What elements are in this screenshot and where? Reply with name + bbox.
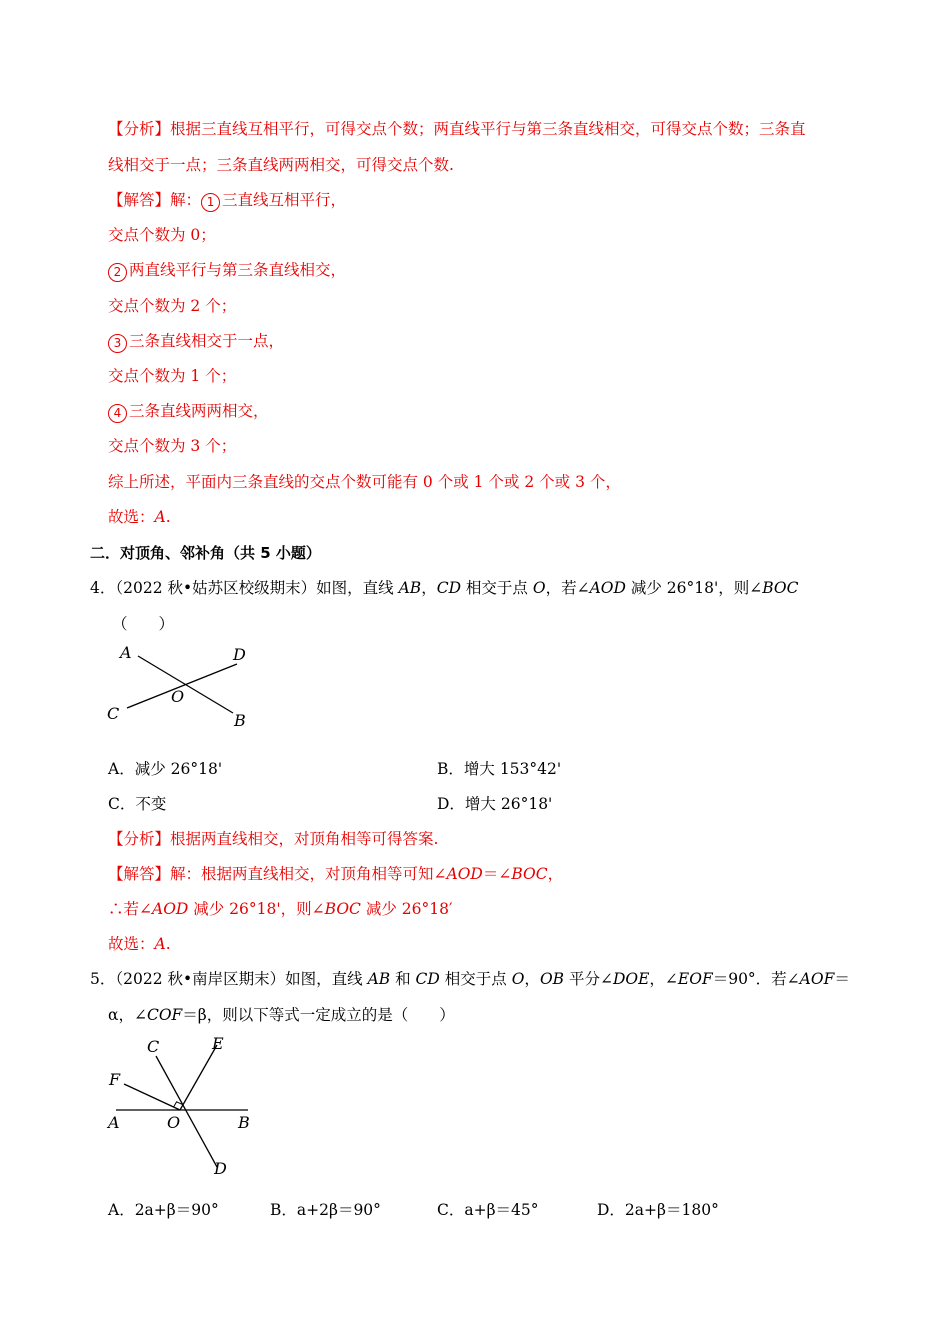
label-d: D xyxy=(233,645,246,664)
q3-case3-result: 交点个数为 1 个； xyxy=(108,367,237,385)
q4-answer-paren: （ ） xyxy=(112,615,175,633)
q3-answer-intro: 【解答】解： 1 三直线互相平行， xyxy=(108,190,346,212)
label-c: C xyxy=(147,1037,160,1056)
label-e: E xyxy=(212,1034,224,1053)
q4-stem: 4．（2022 秋•姑苏区校级期末）如图，直线 AB，CD 相交于点 O，若∠AOD 减少 26°18'，则∠BOC xyxy=(90,579,799,597)
q5-option-d[interactable]: D．2a+β＝180° xyxy=(597,1201,719,1219)
q4-option-d[interactable]: D．增大 26°18' xyxy=(437,795,553,813)
q4-therefore: ∴若∠AOD 减少 26°18'，则∠BOC 减少 26°18′ xyxy=(108,900,453,918)
ray-oe xyxy=(180,1045,217,1110)
q3-summary: 综上所述，平面内三条直线的交点个数可能有 0 个或 1 个或 2 个或 3 个， xyxy=(108,473,621,491)
ray-of xyxy=(124,1084,180,1110)
q3-choice: 故选：A. xyxy=(108,508,171,526)
q5-option-b[interactable]: B．a+2β＝90° xyxy=(270,1201,381,1219)
q5-option-a[interactable]: A．2a+β＝90° xyxy=(108,1201,219,1219)
q4-option-b[interactable]: B．增大 153°42' xyxy=(437,760,562,778)
q3-case3: 3 三条直线相交于一点， xyxy=(108,331,284,353)
q5-stem-line2: α，∠COF＝β，则以下等式一定成立的是（ ） xyxy=(108,1006,455,1024)
circled-number: 2 xyxy=(108,263,127,282)
line-cd xyxy=(156,1056,217,1167)
label-f: F xyxy=(109,1070,121,1089)
label-a: A xyxy=(120,643,132,662)
q5-figure xyxy=(100,1032,270,1182)
q3-analysis-line1: 【分析】根据三直线互相平行，可得交点个数；两直线平行与第三条直线相交，可得交点个数；三条直 xyxy=(108,120,806,138)
q5-stem-line1: 5．（2022 秋•南岸区期末）如图，直线 AB 和 CD 相交于点 O，OB 平分∠DOE，∠EOF＝90°．若∠AOF＝ xyxy=(90,970,850,988)
q4-analysis: 【分析】根据两直线相交，对顶角相等可得答案. xyxy=(108,830,439,848)
label-a: A xyxy=(108,1113,120,1132)
section-heading: 二．对顶角、邻补角（共 5 小题） xyxy=(90,544,321,562)
q3-case2: 2 两直线平行与第三条直线相交， xyxy=(108,260,346,282)
q5-option-c[interactable]: C．a+β＝45° xyxy=(437,1201,539,1219)
label-o: O xyxy=(167,1113,181,1132)
q3-case1-result: 交点个数为 0； xyxy=(108,226,216,244)
q4-option-a[interactable]: A．减少 26°18' xyxy=(108,760,223,778)
label-b: B xyxy=(238,1113,250,1132)
q4-figure xyxy=(100,640,270,735)
q4-choice: 故选：A. xyxy=(108,935,171,953)
q3-analysis-tag: 【分析】 xyxy=(108,120,171,138)
q3-case2-result: 交点个数为 2 个； xyxy=(108,297,237,315)
circled-number: 3 xyxy=(108,334,127,353)
q3-case4-result: 交点个数为 3 个； xyxy=(108,437,237,455)
label-o: O xyxy=(171,687,185,706)
q4-answer: 【解答】解：根据两直线相交，对顶角相等可知∠AOD＝∠BOC， xyxy=(108,865,564,883)
circled-number: 4 xyxy=(108,404,127,423)
q3-case4: 4 三条直线两两相交， xyxy=(108,401,269,423)
label-d: D xyxy=(214,1159,227,1178)
label-b: B xyxy=(234,711,246,730)
q4-option-c[interactable]: C．不变 xyxy=(108,795,167,813)
circled-number: 1 xyxy=(201,193,220,212)
label-c: C xyxy=(107,704,120,723)
q3-analysis-line2: 线相交于一点；三条直线两两相交，可得交点个数. xyxy=(108,156,454,174)
